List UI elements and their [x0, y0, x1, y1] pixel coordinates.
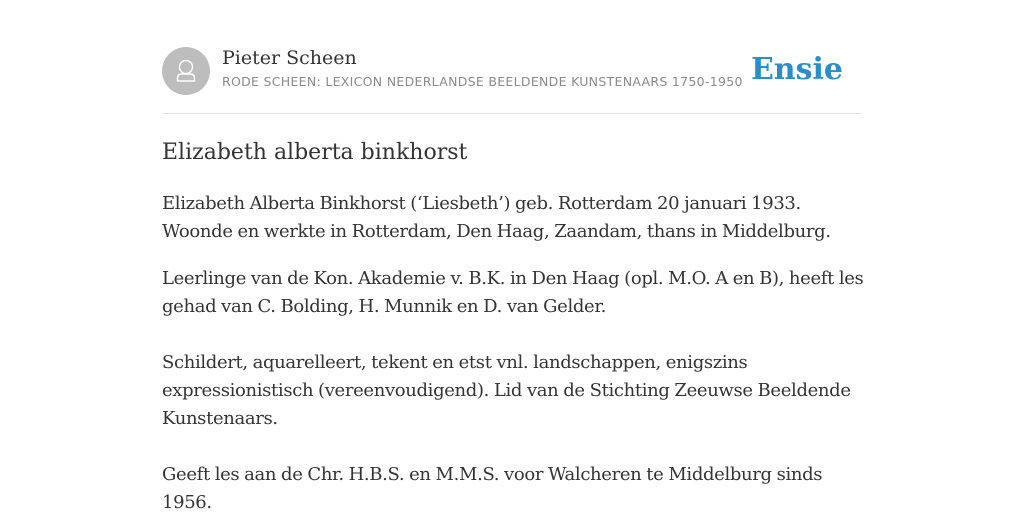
author-name[interactable]: Pieter Scheen — [222, 47, 357, 69]
article-title: Elizabeth alberta binkhorst — [162, 140, 468, 165]
avatar[interactable] — [162, 47, 210, 95]
user-icon — [162, 47, 210, 95]
article-paragraph: Schildert, aquarelleert, tekent en etst vnl. landschappen, enigszins expressionistisch (vereenvoudigend). Lid van de Stichting Zeeuwse Beeldende Kunstenaars. — [162, 352, 851, 429]
article-paragraph: Elizabeth Alberta Binkhorst (‘Liesbeth’) geb. Rotterdam 20 januari 1933. Woonde en werkte in Rotterdam, Den Haag, Zaandam, thans in Middelburg. — [162, 193, 831, 242]
ensie-logo[interactable]: Ensie — [750, 52, 843, 87]
article-paragraph: Leerlinge van de Kon. Akademie v. B.K. in Den Haag (opl. M.O. A en B), heeft les gehad van C. Bolding, H. Munnik en D. van Gelder. — [162, 268, 864, 317]
article-paragraph: Geeft les aan de Chr. H.B.S. en M.M.S. voor Walcheren te Middelburg sinds 1956. — [162, 464, 823, 512]
source-title[interactable]: RODE SCHEEN: LEXICON NEDERLANDSE BEELDENDE KUNSTENAARS 1750-1950 — [222, 74, 743, 89]
header — [162, 46, 862, 114]
